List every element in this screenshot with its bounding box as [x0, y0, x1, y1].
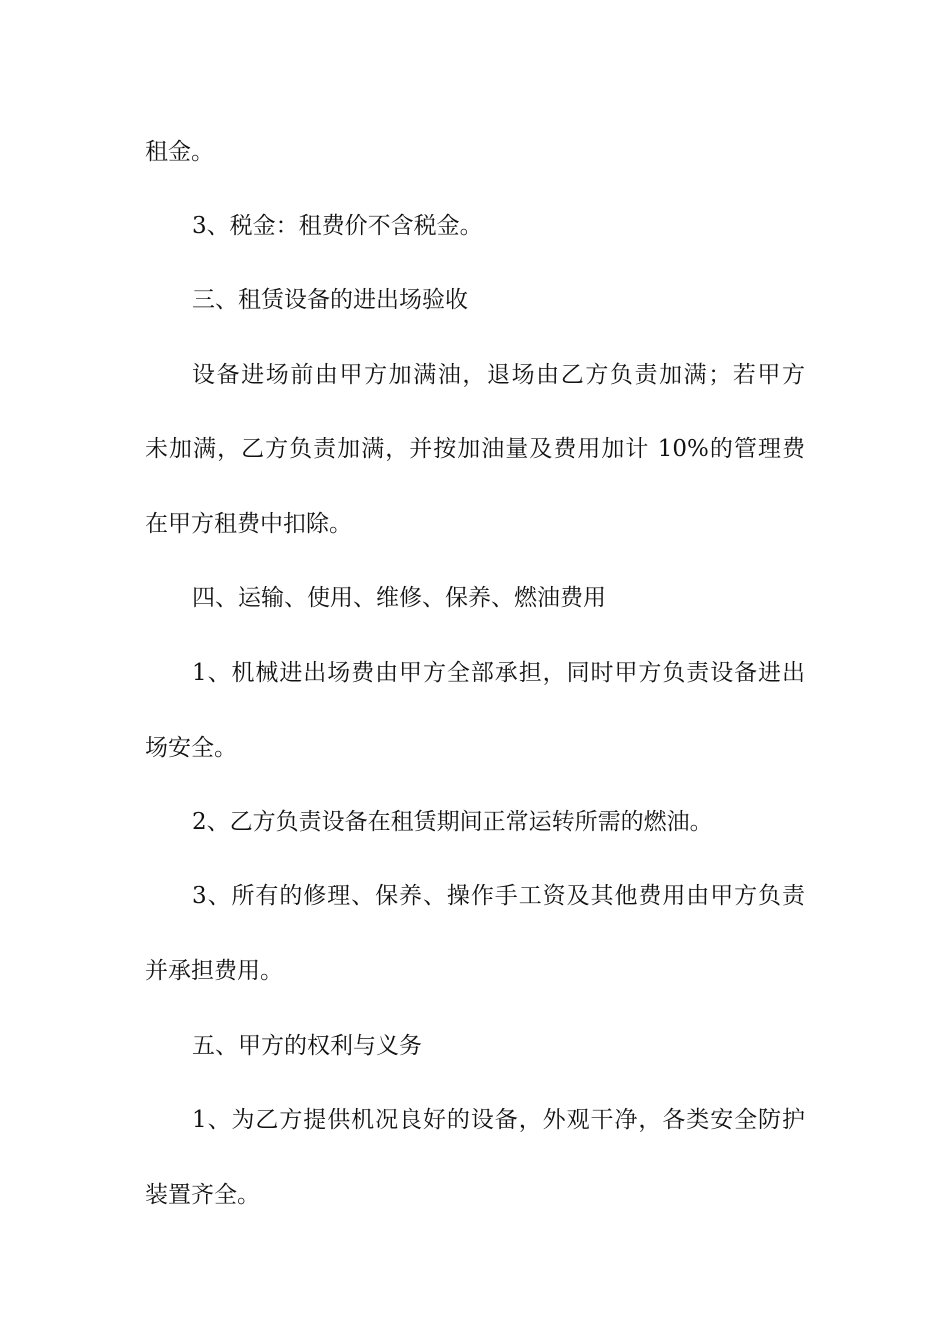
text-line-transport-2: 场安全。	[145, 735, 237, 761]
text-line-transport-1: 1、机械进出场费由甲方全部承担，同时甲方负责设备进出	[192, 660, 805, 686]
text-line-repair-2: 并承担费用。	[145, 958, 283, 984]
text-line-equipment-2: 装置齐全。	[145, 1182, 260, 1208]
text-line-repair-1: 3、所有的修理、保养、操作手工资及其他费用由甲方负责	[192, 883, 805, 909]
text-line-fuel-2: 未加满，乙方负责加满，并按加油量及费用加计 10%的管理费	[145, 436, 805, 462]
text-line-fuel-1: 设备进场前由甲方加满油，退场由乙方负责加满；若甲方	[192, 362, 805, 388]
text-line-tax: 3、税金：租费价不含税金。	[192, 213, 483, 239]
section-heading-three: 三、租赁设备的进出场验收	[192, 287, 468, 313]
text-line-equipment-1: 1、为乙方提供机况良好的设备，外观干净，各类安全防护	[192, 1107, 805, 1133]
text-line-fuel-supply: 2、乙方负责设备在租赁期间正常运转所需的燃油。	[192, 809, 713, 835]
section-heading-five: 五、甲方的权利与义务	[192, 1033, 422, 1059]
text-line-rent-end: 租金。	[145, 139, 214, 165]
section-heading-four: 四、运输、使用、维修、保养、燃油费用	[192, 585, 606, 611]
text-line-fuel-3: 在甲方租费中扣除。	[145, 511, 352, 537]
